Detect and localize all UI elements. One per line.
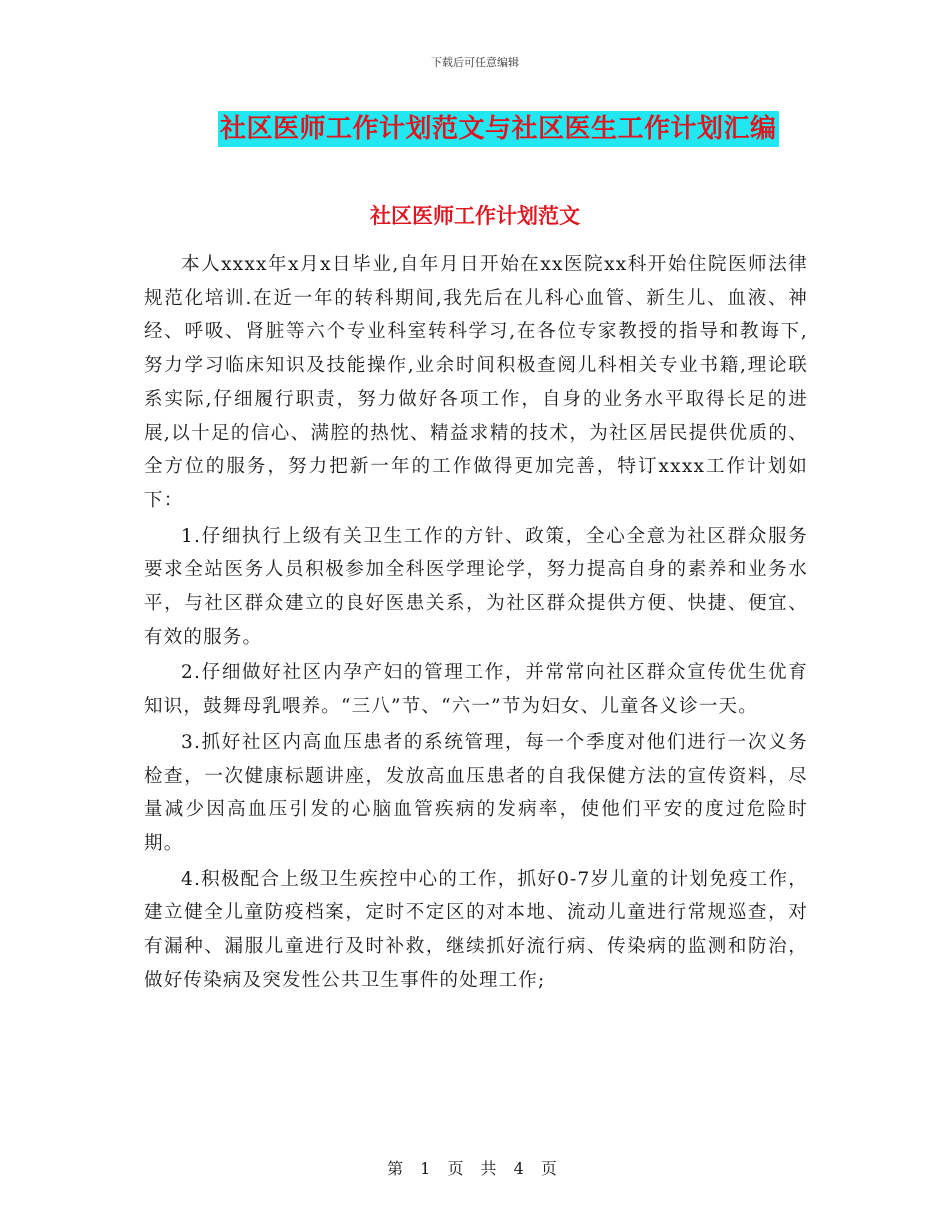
paragraph-item-3: 3.抓好社区内高血压患者的系统管理，每一个季度对他们进行一次义务检查，一次健康标题讲座，发放高血压患者的自我保健方法的宣传资料，尽量减少因高血压引发的心脑血管疾病的发病率，使他们平安的度过危险时期。 <box>144 731 808 854</box>
section-title: 社区医师工作计划范文 <box>370 203 580 228</box>
body-text <box>144 248 808 997</box>
header-note: 下载后可任意编辑 <box>431 56 519 69</box>
page-footer: 第 1 页 共 4 页 <box>387 1159 563 1178</box>
paragraph-item-4: 4.积极配合上级卫生疾控中心的工作，抓好0-7岁儿童的计划免疫工作，建立健全儿童防疫档案，定时不定区的对本地、流动儿童进行常规巡查，对有漏种、漏服儿童进行及时补救，继续抓好流行病、传染病的监测和防治，做好传染病及突发性公共卫生事件的处理工作; <box>144 868 808 991</box>
document-title: 社区医师工作计划范文与社区医生工作计划汇编 <box>218 111 779 147</box>
paragraph-item-1: 1.仔细执行上级有关卫生工作的方针、政策，全心全意为社区群众服务要求全站医务人员积极参加全科医学理论学，努力提高自身的素养和业务水平，与社区群众建立的良好医患关系，为社区群众提供方便、快捷、便宜、有效的服务。 <box>144 525 808 648</box>
paragraph-intro: 本人xxxx年x月x日毕业,自年月日开始在xx医院xx科开始住院医师法律规范化培训.在近一年的转科期间,我先后在儿科心血管、新生儿、血液、神经、呼吸、肾脏等六个专业科室转科学习,在各位专家教授的指导和教诲下,努力学习临床知识及技能操作,业余时间积极查阅儿科相关专业书籍,理论联系实际,仔细履行职责，努力做好各项工作，自身的业务水平取得长足的进展,以十足的信心、满腔的热忱、精益求精的技术，为社区居民提供优质的、全方位的服务，努力把新一年的工作做得更加完善，特订xxxx工作计划如下： <box>144 254 808 511</box>
paragraph-item-2: 2.仔细做好社区内孕产妇的管理工作，并常常向社区群众宣传优生优育知识，鼓舞母乳喂养。“三八”节、“六一”节为妇女、儿童各义诊一天。 <box>144 662 808 718</box>
